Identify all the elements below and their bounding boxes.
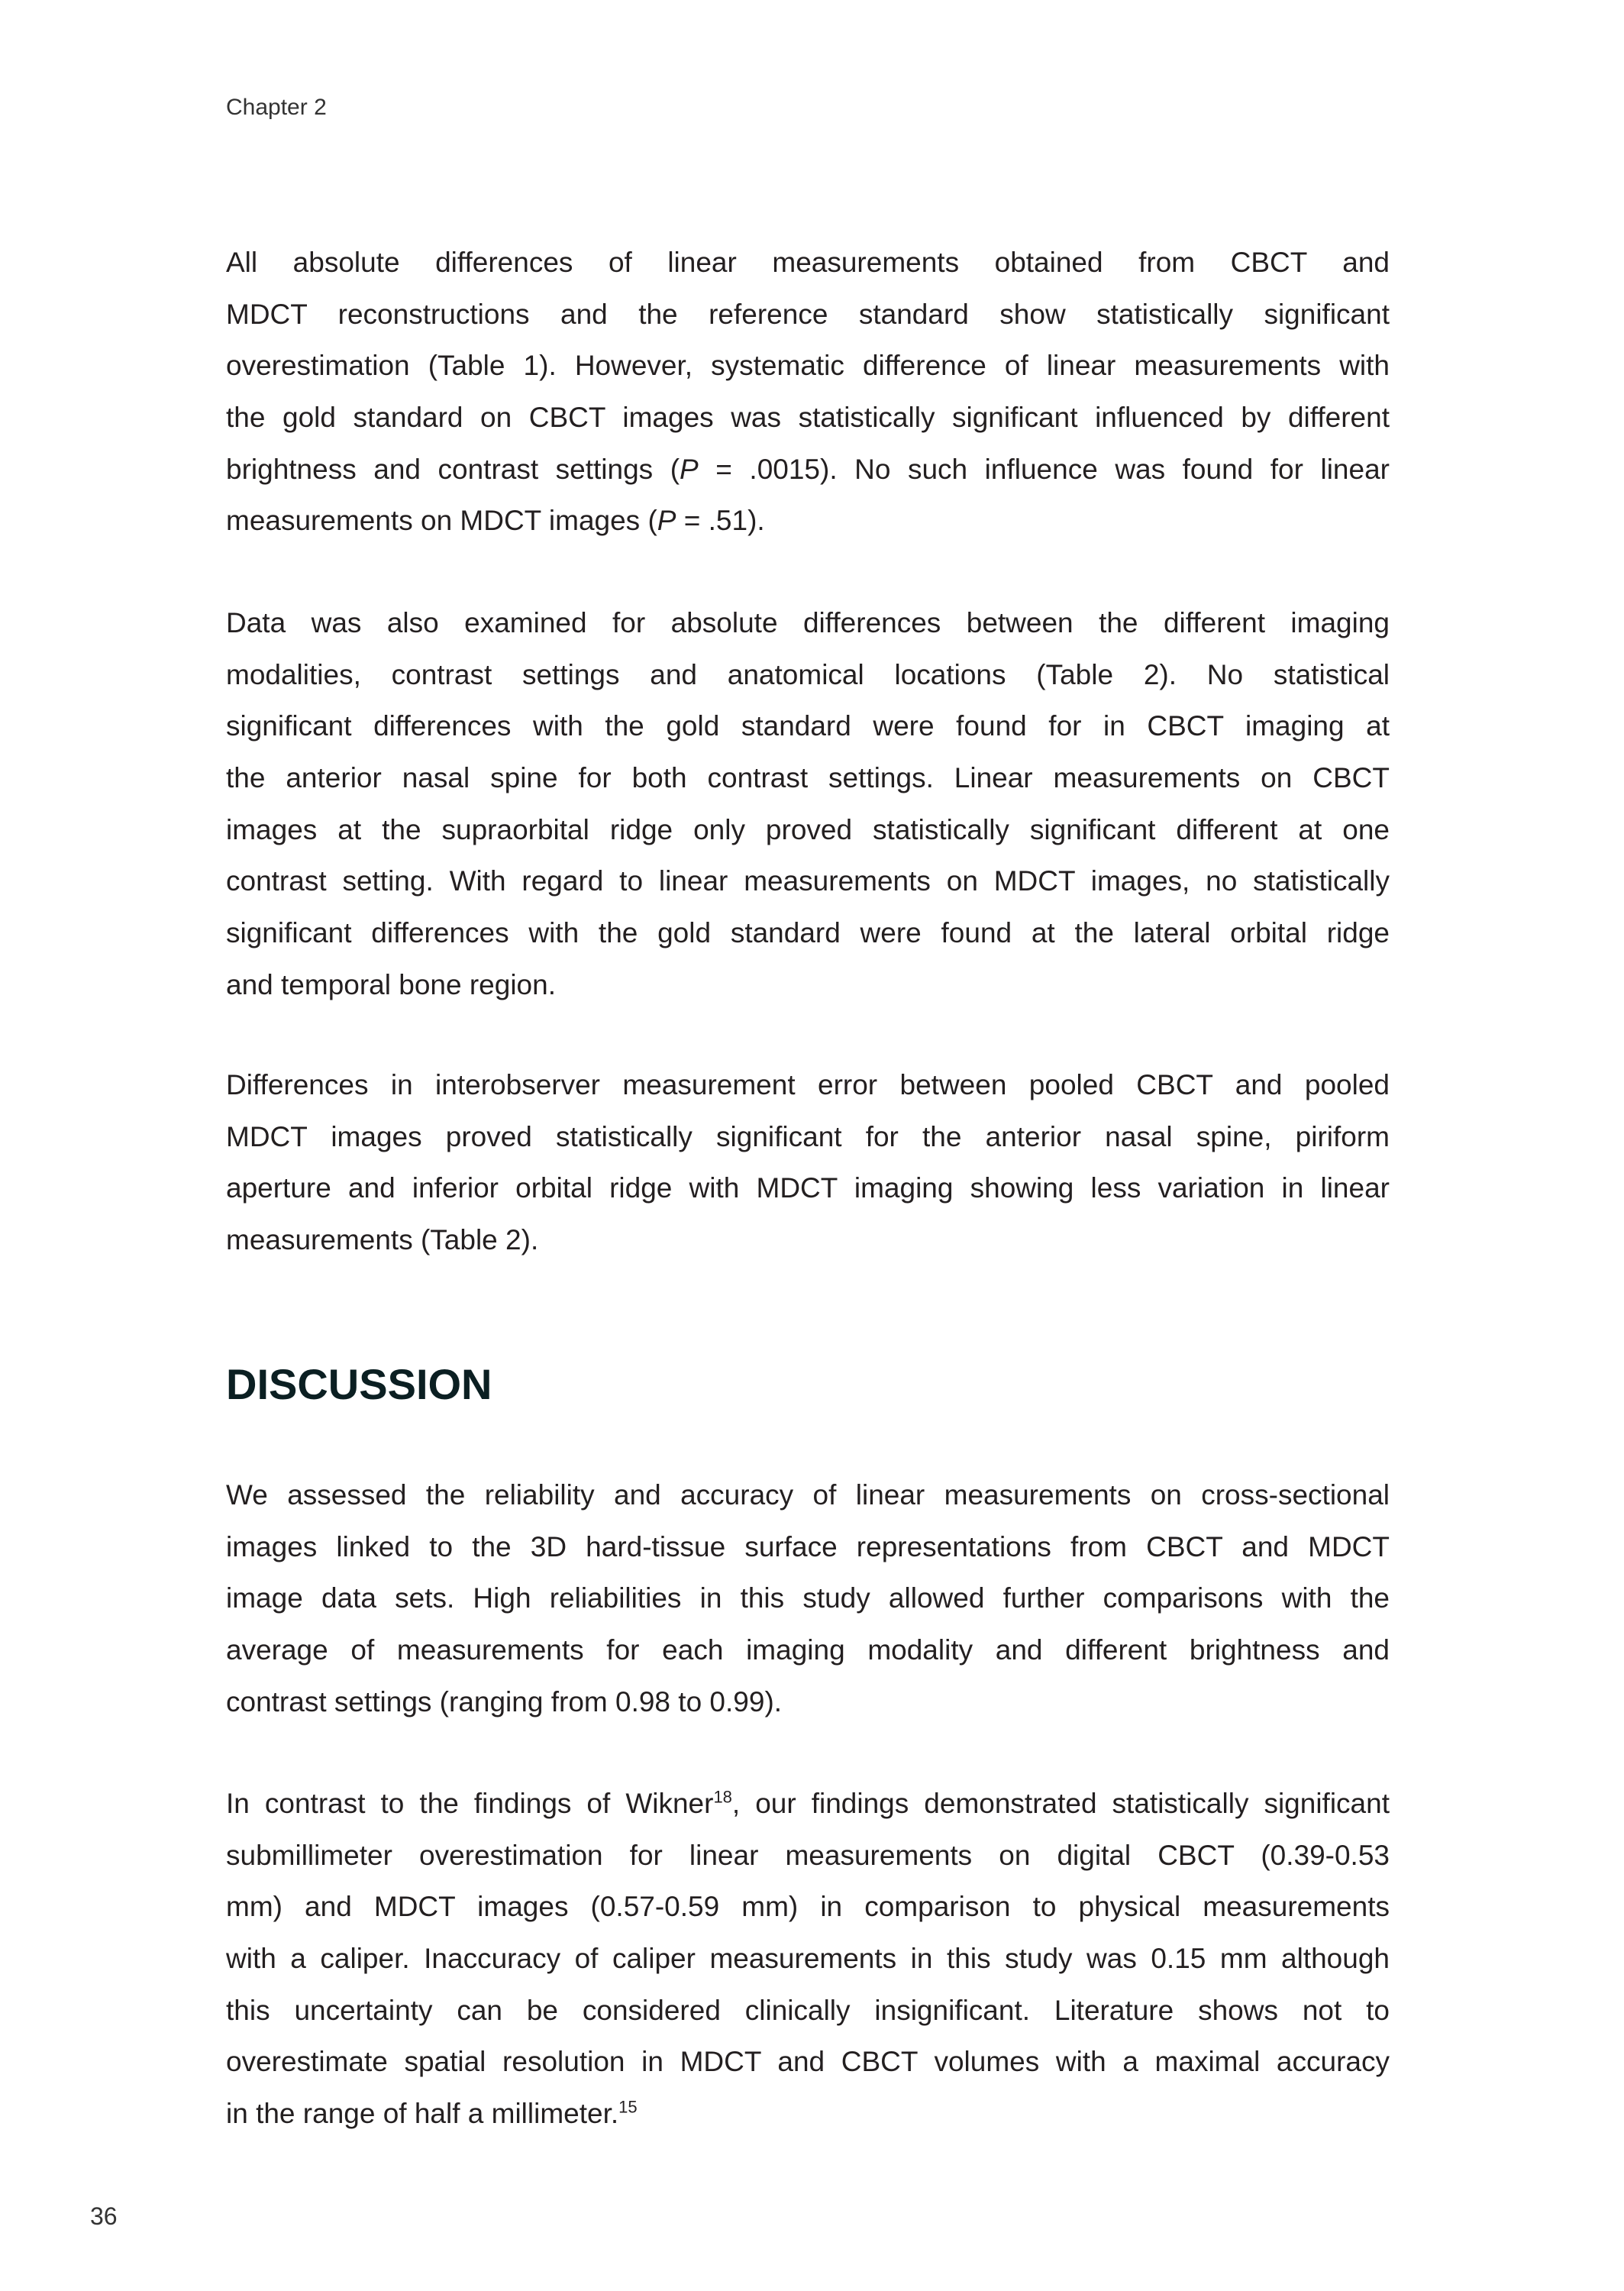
text-line: significant differences with the gold standard were found at the lateral orbital ridge xyxy=(226,917,1390,949)
text-line: average of measurements for each imaging modality and different brightness and xyxy=(226,1634,1390,1666)
text-line: overestimation (Table 1). However, systematic difference of linear measurements with xyxy=(226,350,1390,382)
text-line: images linked to the 3D hard-tissue surface representations from CBCT and MDCT xyxy=(226,1530,1390,1562)
text-line: measurements (Table 2). xyxy=(226,1224,539,1256)
results-paragraph-3 xyxy=(226,1059,1390,1266)
italic-symbol: P xyxy=(680,453,699,485)
text-line: mm) and MDCT images (0.57-0.59 mm) in comparison to physical measurements xyxy=(226,1891,1390,1923)
text-line: with a caliper. Inaccuracy of caliper measurements in this study was 0.15 mm although xyxy=(226,1943,1390,1975)
results-paragraph-2 xyxy=(226,597,1390,1011)
text-line: MDCT reconstructions and the reference standard show statistically significant xyxy=(226,298,1390,330)
italic-symbol: P xyxy=(657,505,676,537)
text-line: overestimate spatial resolution in MDCT and CBCT volumes with a maximal accuracy xyxy=(226,2046,1390,2078)
text-line: the anterior nasal spine for both contrast settings. Linear measurements on CBCT xyxy=(226,762,1390,794)
discussion-paragraph-1 xyxy=(226,1469,1390,1727)
section-heading-discussion: DISCUSSION xyxy=(226,1360,492,1408)
text-line: this uncertainty can be considered clinically insignificant. Literature shows not to xyxy=(226,1994,1390,2026)
text-segment: = .0015). No such influence was found for linear xyxy=(698,453,1390,485)
text-segment: In contrast to the findings of Wikner xyxy=(226,1788,714,1819)
text-line: contrast setting. With regard to linear measurements on MDCT images, no statistically xyxy=(226,865,1390,897)
text-line: significant differences with the gold standard were found for in CBCT imaging at xyxy=(226,710,1390,742)
results-paragraph-1 xyxy=(226,237,1390,547)
reference-superscript: 18 xyxy=(713,1787,732,1807)
text-line xyxy=(226,444,1390,496)
text-line: contrast settings (ranging from 0.98 to 0.99). xyxy=(226,1685,783,1717)
text-line: Data was also examined for absolute differences between the different imaging xyxy=(226,607,1390,638)
text-line: images at the supraorbital ridge only proved statistically significant different at one xyxy=(226,813,1390,845)
text-line xyxy=(226,495,1390,547)
text-line: We assessed the reliability and accuracy of linear measurements on cross-sectional xyxy=(226,1479,1390,1511)
text-segment: measurements on MDCT images ( xyxy=(226,505,657,537)
text-line: All absolute differences of linear measurements obtained from CBCT and xyxy=(226,247,1390,278)
text-line: submillimeter overestimation for linear measurements on digital CBCT (0.39-0.53 xyxy=(226,1839,1390,1871)
text-line: modalities, contrast settings and anatomical locations (Table 2). No statistical xyxy=(226,658,1390,690)
text-segment: = .51). xyxy=(676,505,765,537)
running-head: Chapter 2 xyxy=(226,95,327,120)
reference-superscript: 15 xyxy=(618,2097,638,2117)
text-line: MDCT images proved statistically significant for the anterior nasal spine, piriform xyxy=(226,1120,1390,1152)
text-line: Differences in interobserver measurement error between pooled CBCT and pooled xyxy=(226,1069,1390,1100)
text-segment: , our findings demonstrated statistically significant xyxy=(731,1788,1390,1819)
text-segment: in the range of half a millimeter. xyxy=(226,2098,619,2130)
discussion-paragraph-2 xyxy=(226,1778,1390,2140)
text-segment: brightness and contrast settings ( xyxy=(226,453,680,485)
text-line xyxy=(226,2088,1390,2140)
text-line xyxy=(226,1778,1390,1830)
text-line: the gold standard on CBCT images was statistically significant influenced by different xyxy=(226,402,1390,434)
page-number: 36 xyxy=(90,2202,118,2230)
text-line: and temporal bone region. xyxy=(226,968,556,1000)
text-line: aperture and inferior orbital ridge with MDCT imaging showing less variation in linear xyxy=(226,1172,1390,1204)
text-line: image data sets. High reliabilities in this study allowed further comparisons with the xyxy=(226,1582,1390,1614)
